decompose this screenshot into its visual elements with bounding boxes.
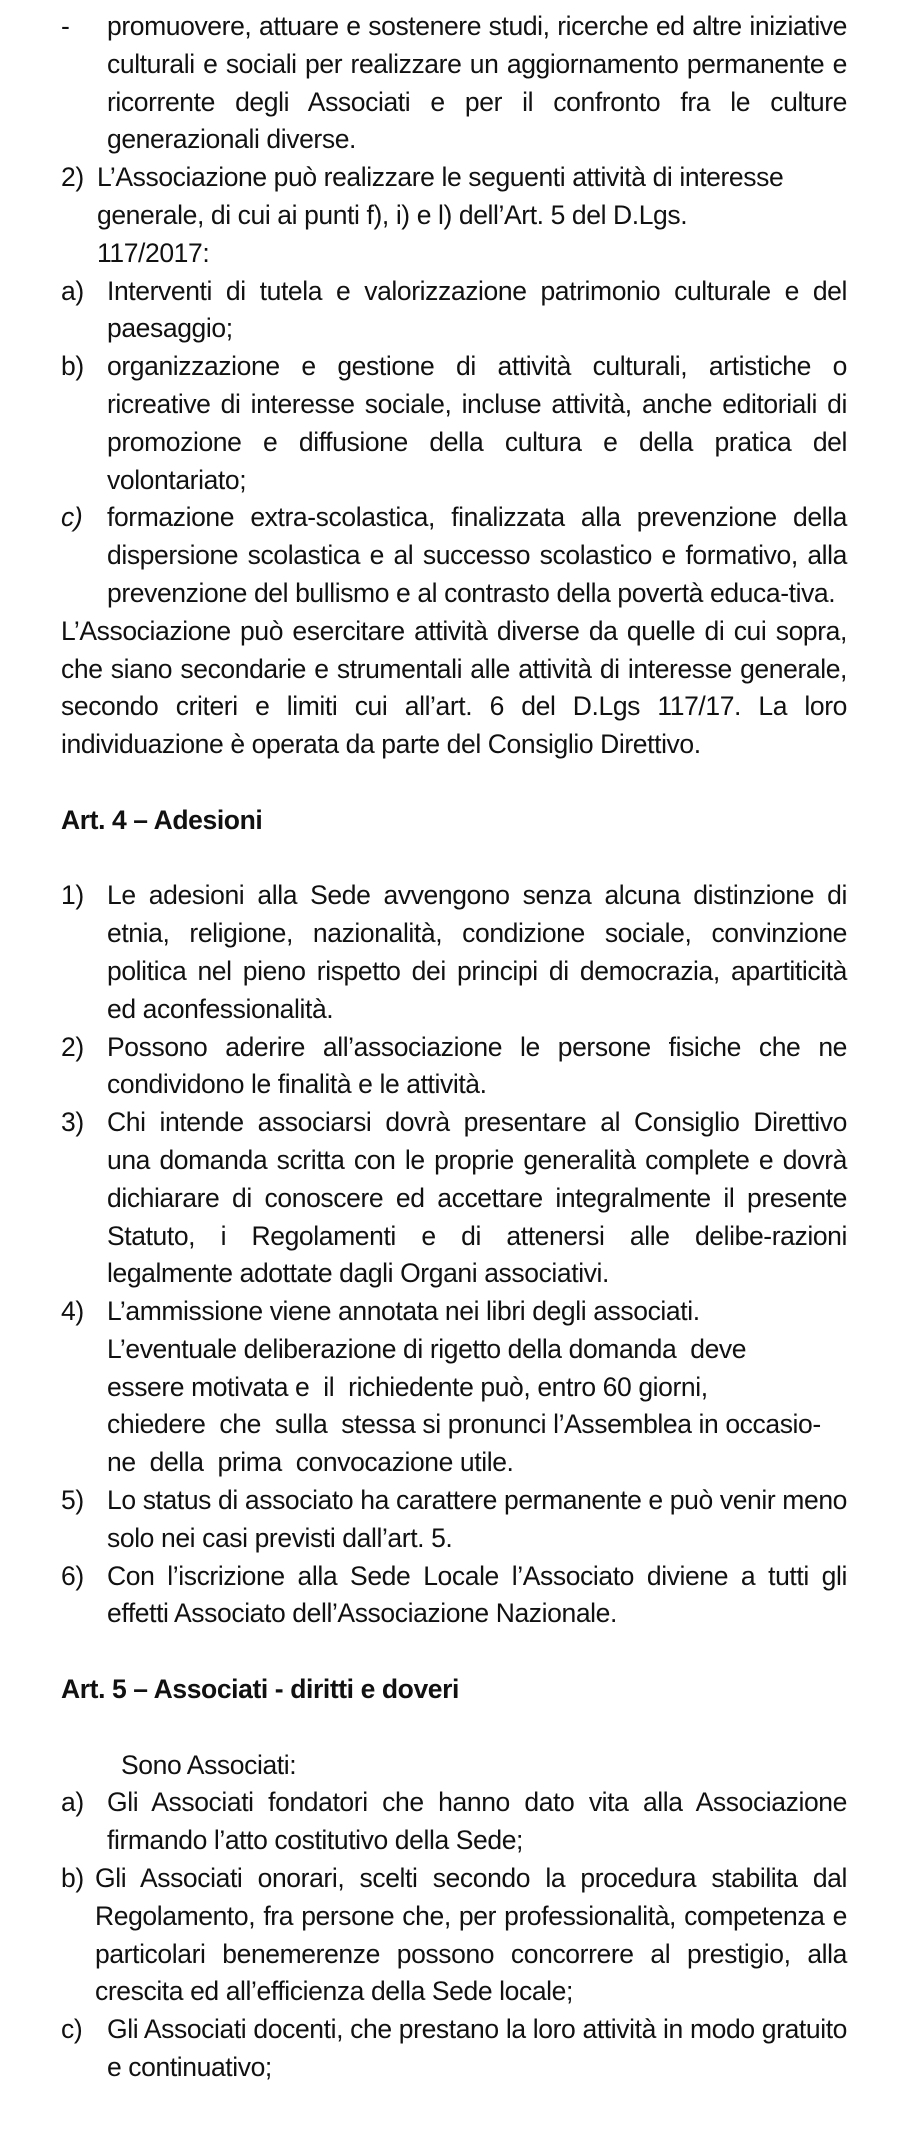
letter-item-b <box>61 1860 847 2011</box>
article-heading-4: Art. 4 – Adesioni <box>61 804 263 835</box>
list-item-text: Le adesioni alla Sede avvengono senza alcuna distinzione di etnia, religione, nazionalità, condizione sociale, convinzione politica nel pieno rispetto dei principi di democrazia, apartiticità ed aconfessionalità. <box>107 880 847 1024</box>
list-marker: - <box>61 11 70 41</box>
list-marker: 5) <box>61 1485 84 1516</box>
numbered-item-6 <box>61 1558 847 1634</box>
list-item-text: L’Associazione può realizzare le seguenti attività di interesse generale, di cui ai punti f), i) e l) dell’Art. 5 del D.Lgs. 117/2017: <box>97 162 784 268</box>
list-item-text: Chi intende associarsi dovrà presentare al Consiglio Direttivo una domanda scritta con le proprie generalità complete e dovrà dichiarare di conoscere ed accettare integralmente il presente Statuto, i Regolamenti e di attenersi alle delibe-razioni legalmente adottate dagli Organi associativi. <box>107 1107 847 1289</box>
list-marker: 4) <box>61 1296 84 1327</box>
list-item-text: Con l’iscrizione alla Sede Locale l’Associato diviene a tutti gli effetti Associato dell’Associazione Nazionale. <box>107 1560 847 1629</box>
text-line: ne della prima convocazione utile. <box>107 1447 514 1478</box>
numbered-item-5 <box>61 1482 847 1558</box>
list-marker: 3) <box>61 1107 84 1138</box>
document-page <box>61 8 847 2087</box>
numbered-item-2 <box>61 159 847 272</box>
numbered-item-2 <box>61 1029 847 1105</box>
dash-list-item <box>61 8 847 159</box>
list-item-text: Possono aderire all’associazione le persone fisiche che ne condividono le finalità e le attività. <box>107 1031 847 1100</box>
letter-item-a <box>61 273 847 349</box>
list-marker: 2) <box>61 162 84 193</box>
numbered-item-1 <box>61 877 847 1028</box>
list-marker: 6) <box>61 1560 84 1591</box>
first-line-text: Gli Associati onorari, scelti secondo la procedura stabilita dal Regolamento, fra persone che, per professionalità, competenza e particolari benemerenze possono concorrere al prestigio, alla crescita ed all’efficienza della Sede locale; <box>95 1863 847 2007</box>
letter-item-b <box>61 348 847 499</box>
closing-paragraph: L’Associazione può esercitare attività diverse da quelle di cui sopra, che siano secondarie e strumentali alle attività di interesse generale, secondo criteri e limiti cui all’art. 6 del D.Lgs 117/17. La loro individuazione è operata da parte del Consiglio Direttivo. <box>61 615 847 760</box>
list-marker: a) <box>61 1787 84 1818</box>
list-marker: b) <box>61 351 84 382</box>
text-line: chiedere che sulla stessa si pronunci l’Assemblea in occasio- <box>107 1409 821 1440</box>
letter-item-c <box>61 2011 847 2087</box>
list-item-text <box>95 1860 847 2011</box>
letter-item-c <box>61 499 847 612</box>
list-item-text: formazione extra-scolastica, finalizzata alla prevenzione della dispersione scolastica e al successo scolastico e formativo, alla prevenzione del bullismo e al contrasto della povertà educa-tiva. <box>107 502 847 608</box>
list-item-text <box>107 1293 847 1482</box>
spacer <box>61 1633 847 1671</box>
list-item-text: Lo status di associato ha carattere permanente e può venir meno solo nei casi previsti dall’art. 5. <box>107 1485 847 1553</box>
numbered-item-3 <box>61 1104 847 1293</box>
text-line: L’eventuale deliberazione di rigetto della domanda deve <box>107 1333 747 1364</box>
letter-item-a <box>61 1784 847 1860</box>
article-heading-5: Art. 5 – Associati - diritti e doveri <box>61 1674 460 1705</box>
text-line: essere motivata e il richiedente può, entro 60 giorni, <box>107 1371 708 1402</box>
intro-label: Sono Associati: <box>121 1749 297 1780</box>
list-marker: c) <box>61 502 83 533</box>
numbered-item-4 <box>61 1293 847 1482</box>
spacer <box>61 764 847 802</box>
spacer <box>61 1709 847 1747</box>
list-item-text: Gli Associati docenti, che prestano la loro attività in modo gratuito e continuativo; <box>107 2014 847 2083</box>
list-item-text: Interventi di tutela e valorizzazione patrimonio culturale e del paesaggio; <box>107 275 847 344</box>
list-marker: a) <box>61 275 84 306</box>
list-item-text: Gli Associati fondatori che hanno dato vita alla Associazione firmando l’atto costitutivo della Sede; <box>107 1787 847 1856</box>
spacer <box>61 840 847 878</box>
list-marker: b) <box>61 1863 84 1894</box>
list-marker: 1) <box>61 880 84 911</box>
text-line: L’ammissione viene annotata nei libri degli associati. <box>107 1296 700 1327</box>
list-item-text: organizzazione e gestione di attività culturali, artistiche o ricreative di interesse sociale, incluse attività, anche editoriali di promozione e diffusione della cultura e della pratica del volontariato; <box>107 351 847 495</box>
list-marker: 2) <box>61 1031 84 1062</box>
list-marker: c) <box>61 2014 83 2045</box>
list-item-text: promuovere, attuare e sostenere studi, ricerche ed altre iniziative culturali e sociali per realizzare un aggiornamento permanente e ricorrente degli Associati e per il confronto fra le culture generazionali diverse. <box>107 11 847 155</box>
